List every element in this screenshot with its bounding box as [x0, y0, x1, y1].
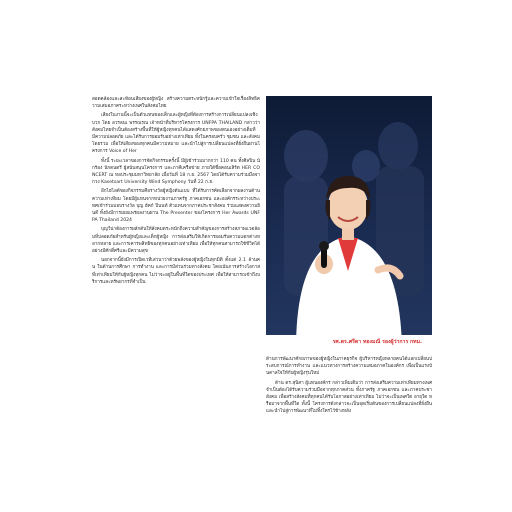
article-left-column — [92, 96, 260, 288]
article-paragraph: อีกไฮไลต์ของกิจกรรมคือรางวัลผู้หญิงต้นแบบ ที่ได้รับการคัดเลือกจากผลงานด้านความเท่าเทียม โดยมีผู้แทนจากหน่วยงานภาครัฐ ภาคเอกชน และองค์กรระหว่างประเทศเข้าร่วมมอบรางวัล บุญ ฮัคก์ ปีนนท์ ตัวแทนจากภาคประชาสังคม ร่วมแสดงความยินดี ทั้งยังมีการเผยแพร่ผลงานผ่าน The Presenter ของโครงการ Her Awards UNFPA Thailand 2024 — [92, 189, 260, 224]
article-paragraph: นอกจากนี้ยังมีการเปิดเวทีเสวนาว่าด้วยพลังของผู้หญิงในทุกมิติ ตั้งแต่ 2.1 ล้านคน ในด้านการศึกษา การทำงาน และการมีส่วนร่วมทางสังคม โดยเน้นการสร้างโอกาสที่เท่าเทียมให้กับผู้หญิงทุกคน ไม่ว่าจะอยู่ในพื้นที่ใดของประเทศ เพื่อให้สามารถเข้าถึงบริการและทรัพยากรที่จำเป็น — [92, 258, 260, 285]
article-paragraph: ด้าน ดร.สุนิสา ผู้แทนองค์กร กล่าวเพิ่มเติมว่า การส่งเสริมความเท่าเทียมทางเพศจำเป็นต้องได้รับความร่วมมือจากทุกภาคส่วน ทั้งภาครัฐ ภาคเอกชน และภาคประชาสังคม เพื่อสร้างสังคมที่ทุกคนได้รับโอกาสอย่างเท่าเทียม ไม่ว่าจะเป็นเพศใด อายุใด หรือมาจากพื้นที่ใด ทั้งนี้ โครงการดังกล่าวจะเป็นจุดเริ่มต้นของการเปลี่ยนแปลงที่ยั่งยืน และนำไปสู่การพัฒนาที่ไม่ทิ้งใครไว้ข้างหลัง — [266, 380, 432, 415]
article-paragraph: ทั้งนี้ ระยะเวลาของการจัดกิจกรรมครั้งนี้ มีผู้เข้าร่วมมากกว่า 110 คน ทั้งศิลปิน นักร้อง นักดนตรี ผู้สนับสนุนโครงการ และภาคีเครือข่าย ภายใต้ชื่อคอนเสิร์ต HER CONCERT ณ หอประชุมมหาวิทยาลัย เมื่อวันที่ 18 ก.ย. 2567 โดยได้รับความร่วมมือจากวง Kasetsart University Wind Symphony วันที่ 22 ก.ย. — [92, 158, 260, 186]
article-paragraph: สอดคล้องและสะท้อนเสียงของผู้หญิง สร้างความตระหนักรู้และความเข้าใจเรื่องสิทธิความเสมอภาคระหว่างเพศในสังคมไทย — [92, 97, 260, 110]
article-paragraph: ด้านการพัฒนาศักยภาพของผู้หญิงในภาคธุรกิจ ผู้บริหารหญิงหลายคนได้แลกเปลี่ยนประสบการณ์การทำงาน และแนวทางการสร้างความเสมอภาคในองค์กร เพื่อเป็นแรงบันดาลใจให้กับผู้หญิงรุ่นใหม่ — [266, 357, 432, 377]
speaker-photo — [266, 96, 432, 349]
photo-caption: รศ.ดร.ศรีดา ทองมณี รองผู้ว่าการ กทม. — [266, 335, 432, 349]
article-paragraph: บุญวีน่าต้องการผลักดันให้สังคมตระหนักถึงความสำคัญของการสร้างสภาพแวดล้อมที่ปลอดภัยสำหรับผู้หญิงและเด็กผู้หญิง การส่งเสริมให้เกิดการยอมรับความแตกต่างหลากหลาย และการเคารพสิทธิของทุกคนอย่างเท่าเทียม เพื่อให้ทุกคนสามารถใช้ชีวิตได้อย่างมีศักดิ์ศรีและมีความสุข — [92, 227, 260, 255]
article-right-column — [266, 356, 432, 418]
article-paragraph: เสียงในงานนี้จะเป็นตัวแทนของเด็กและผู้หญิงที่ต้องการสร้างการเปลี่ยนแปลงเชิงบวก โดย ลวรลนเ พรรณรณ เจ้าหน้าที่บริหารโครงการ UNFPA THAILAND กล่าวว่า สังคมไทยจำเป็นต้องสร้างพื้นที่ให้ผู้หญิงทุกคนได้แสดงศักยภาพของตนเองอย่างเต็มที่ มีความปลอดภัย และได้รับการยอมรับอย่างเท่าเทียม ทั้งในครอบครัว ชุมชน และสังคมโดยรวม เพื่อให้เสียงของทุกคนมีความหมาย และนำไปสู่การเปลี่ยนแปลงที่ยั่งยืนผ่านโครงการ Voice of Her — [92, 113, 260, 155]
speaker-illustration — [266, 96, 432, 349]
